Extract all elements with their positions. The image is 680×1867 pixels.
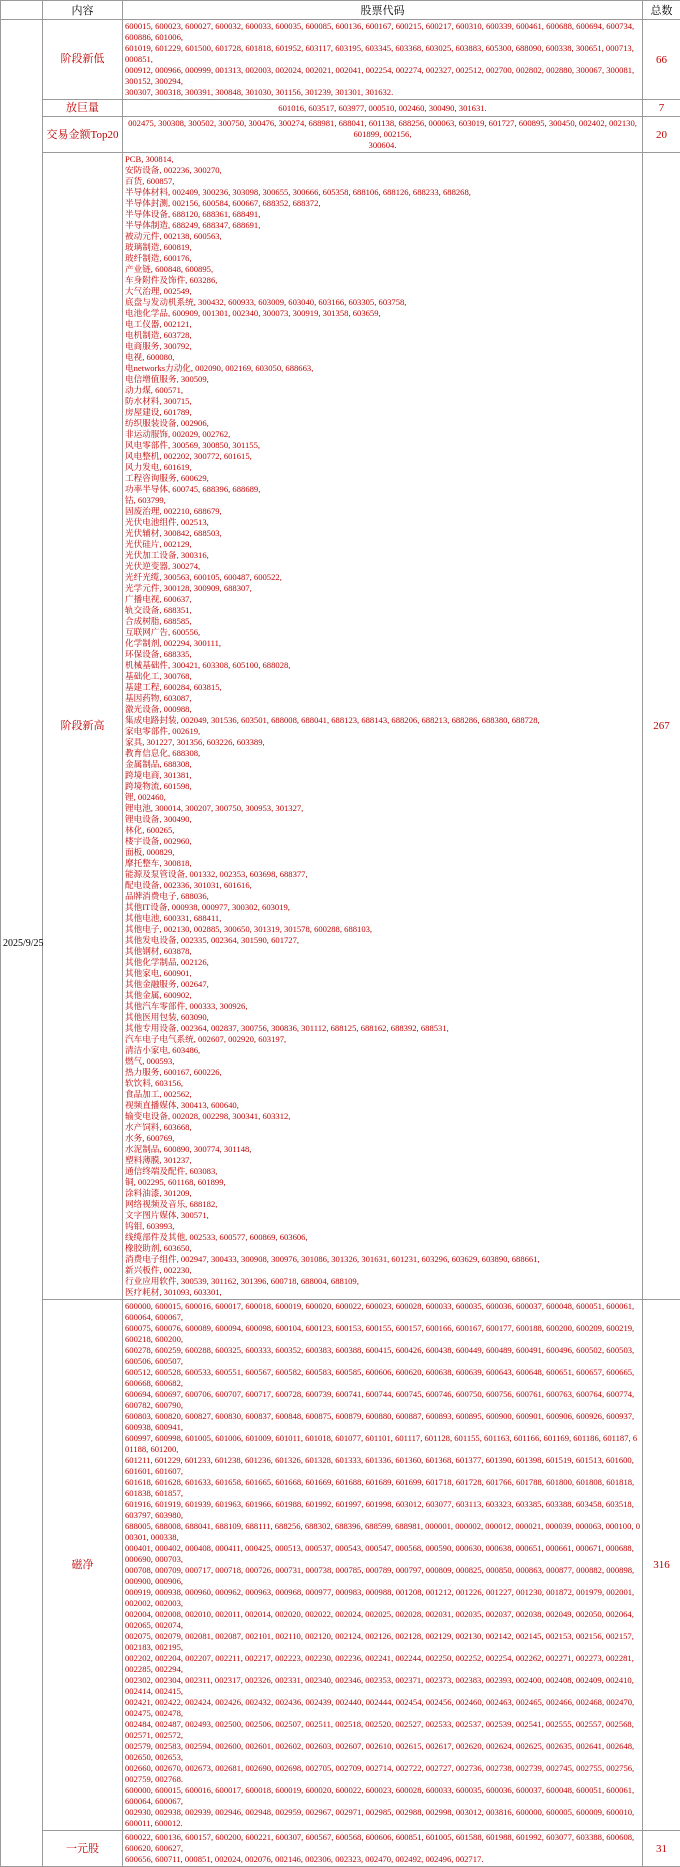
code-line: 钨钼, 603993,: [125, 1221, 640, 1232]
code-line: 其他医用包装, 603090,: [125, 1012, 640, 1023]
code-line: 其他专用设备, 002364, 002837, 300756, 300836, 301112, 688125, 688162, 688392, 688531,: [125, 1023, 640, 1034]
code-line: 其他电子, 002130, 002885, 300650, 301319, 301578, 600288, 688103,: [125, 924, 640, 935]
code-line: 000919, 000938, 000960, 000962, 000963, 000968, 000977, 000983, 000988, 001208, 001212, 001226, 001227, 001230, 001872, 001979, 002001, 002002, 002003,: [125, 1587, 640, 1609]
code-line: 林化, 600265,: [125, 825, 640, 836]
code-line: 其他金属, 600902,: [125, 990, 640, 1001]
code-line: 安防设备, 002236, 300270,: [125, 165, 640, 176]
code-line: 电池化学品, 600909, 001301, 002340, 300073, 300919, 301358, 603659,: [125, 308, 640, 319]
row-total: 316: [643, 1300, 680, 1831]
code-line: 动力煤, 600571,: [125, 385, 640, 396]
code-line: 601618, 601628, 601633, 601658, 601665, 601668, 601669, 601688, 601689, 601699, 601718, 601728, 601766, 601788, 601800, 601808, 601818, 601838, 601857,: [125, 1477, 640, 1499]
code-line: 工程咨询服务, 600629,: [125, 473, 640, 484]
code-line: 医疗耗材, 301093, 603301,: [125, 1287, 640, 1298]
code-line: 600278, 600259, 600288, 600325, 600333, 600352, 600383, 600388, 600415, 600426, 600438, 600449, 600489, 600491, 600496, 600502, 600503, 600506, 600507,: [125, 1345, 640, 1367]
code-line: 风力发电, 601619,: [125, 462, 640, 473]
table-body: [1, 20, 680, 1867]
table-header-row: [1, 1, 680, 20]
code-line: 固废治理, 002210, 688679,: [125, 506, 640, 517]
date-cell: 2025/9/25: [1, 20, 43, 1867]
code-line: 涂料油漆, 301209,: [125, 1188, 640, 1199]
table-header: [1, 1, 680, 20]
code-line: 功率半导体, 600745, 688396, 688689,: [125, 484, 640, 495]
code-line: 600000, 600015, 600016, 600017, 600018, 600019, 600020, 600022, 600023, 600028, 600033, 600035, 600036, 600037, 600048, 600051, 600061, 600064, 600067,: [125, 1785, 640, 1807]
code-line: 品牌消费电子, 688036,: [125, 891, 640, 902]
code-line: 电networks力动化, 002090, 002169, 603050, 688663,: [125, 363, 640, 374]
code-line: 000708, 000709, 000717, 000718, 000726, 000731, 000738, 000785, 000789, 000797, 000809, 000825, 000850, 000863, 000877, 000882, 000898, 000900, 000906,: [125, 1565, 640, 1587]
code-line: 601019, 601229, 601500, 601728, 601818, 601952, 603117, 603195, 603345, 603368, 603025, 603883, 605300, 688090, 600338, 300651, 000713, 000851,: [125, 43, 640, 65]
codes-cell: [123, 153, 643, 1300]
code-line: 其他化学制品, 002126,: [125, 957, 640, 968]
code-line: 300307, 300318, 300391, 300848, 301030, 301156, 301239, 301301, 301632.: [125, 87, 640, 98]
code-line: 跨境电商, 301381,: [125, 770, 640, 781]
code-line: 行业应用软件, 300539, 301162, 301396, 600718, 688004, 688109,: [125, 1276, 640, 1287]
code-line: 集成电路封装, 002049, 301536, 603501, 688008, 688041, 688123, 688143, 688206, 688213, 688286, 688380, 688728,: [125, 715, 640, 726]
row-label: 阶段新高: [43, 153, 123, 1300]
codes-cell: [123, 1300, 643, 1831]
code-line: 光伏加工设备, 300316,: [125, 550, 640, 561]
code-line: 风电整机, 002202, 300772, 601615,: [125, 451, 640, 462]
code-line: 光伏辅材, 300842, 688503,: [125, 528, 640, 539]
table-row: [1, 20, 680, 100]
code-line: 面板, 000829,: [125, 847, 640, 858]
code-line: 车身附件及饰件, 603286,: [125, 275, 640, 286]
code-line: 橡胶助剂, 603650,: [125, 1243, 640, 1254]
code-line: PCB, 300814,: [125, 154, 640, 165]
code-line: 600512, 600528, 600533, 600551, 600567, 600582, 600583, 600585, 600606, 600620, 600638, 600639, 600643, 600648, 600651, 600657, 600665, 600668, 600682,: [125, 1367, 640, 1389]
code-line: 家具, 301227, 301356, 603226, 603389,: [125, 737, 640, 748]
code-line: 非运动服饰, 002029, 002762,: [125, 429, 640, 440]
header-total: 总数: [643, 1, 680, 20]
code-line: 金属制品, 688308,: [125, 759, 640, 770]
code-line: 软饮料, 603156,: [125, 1078, 640, 1089]
code-line: 线缆部件及其他, 002533, 600577, 600869, 603606,: [125, 1232, 640, 1243]
codes-cell: [123, 1831, 643, 1867]
code-line: 600022, 600136, 600157, 600200, 600221, 600307, 600567, 600568, 600606, 600851, 601005, 601588, 601988, 601992, 603077, 603388, 600608, 600620, 600627,: [125, 1832, 640, 1854]
row-total: 20: [643, 117, 680, 153]
code-line: 光纤光缆, 300563, 600105, 600487, 600522,: [125, 572, 640, 583]
code-line: 002660, 002670, 002673, 002681, 002690, 002698, 002705, 002709, 002714, 002722, 002727, 002736, 002738, 002739, 002745, 002755, 002756, 002759, 002768.: [125, 1763, 640, 1785]
code-line: 百货, 600857,: [125, 176, 640, 187]
code-line: 能源及泵管设备, 001332, 002353, 603698, 688377,: [125, 869, 640, 880]
codes-cell: [123, 20, 643, 100]
code-line: 002475, 300308, 300502, 300750, 300476, 300274, 688981, 688041, 601138, 688256, 000063, 603019, 601727, 600895, 300450, 002402, 002130, 601899, 002156,: [125, 118, 640, 140]
code-line: 跨境物流, 601598,: [125, 781, 640, 792]
code-line: 铜, 002295, 601168, 601899,: [125, 1177, 640, 1188]
row-label: 一元股: [43, 1831, 123, 1867]
code-line: 其他家电, 600901,: [125, 968, 640, 979]
header-date: [1, 1, 43, 20]
code-line: 纺织服装设备, 002906,: [125, 418, 640, 429]
code-line: 汽车电子电气系统, 002607, 002920, 603197,: [125, 1034, 640, 1045]
code-line: 玻璃制造, 600819,: [125, 242, 640, 253]
code-line: 600803, 600820, 600827, 600830, 600837, 600848, 600875, 600879, 600880, 600887, 600893, 600895, 600900, 600901, 600906, 600926, 600937, 600938, 600941,: [125, 1411, 640, 1433]
row-label: 放巨量: [43, 100, 123, 117]
code-line: 水产饲料, 603668,: [125, 1122, 640, 1133]
code-line: 其他电池, 600331, 688411,: [125, 913, 640, 924]
code-line: 光学元件, 300128, 300909, 688307,: [125, 583, 640, 594]
code-line: 轨交设备, 688351,: [125, 605, 640, 616]
code-line: 摩托整车, 300818,: [125, 858, 640, 869]
code-line: 600656, 600711, 000851, 002024, 002076, 002146, 002306, 002323, 002470, 002492, 002496, 002717.: [125, 1854, 640, 1865]
code-line: 清洁小家电, 603486,: [125, 1045, 640, 1056]
row-total: 7: [643, 100, 680, 117]
code-line: 防水材料, 300715,: [125, 396, 640, 407]
code-line: 600997, 600998, 601005, 601006, 601009, 601011, 601018, 601077, 601101, 601117, 601128, 601155, 601163, 601166, 601169, 601186, 601187, 601188, 601200,: [125, 1433, 640, 1455]
code-line: 被动元件, 002138, 600563,: [125, 231, 640, 242]
code-line: 基础化工, 300768,: [125, 671, 640, 682]
code-line: 601211, 601229, 601233, 601238, 601236, 601326, 601328, 601333, 601336, 601360, 601368, 601377, 601390, 601398, 601519, 601513, 601600, 601601, 601607,: [125, 1455, 640, 1477]
code-line: 教育信息化, 688308,: [125, 748, 640, 759]
code-line: 002004, 002008, 002010, 002011, 002014, 002020, 002022, 002024, 002025, 002028, 002031, 002035, 002037, 002038, 002049, 002050, 002064, 002065, 002074,: [125, 1609, 640, 1631]
header-codes: 股票代码: [123, 1, 643, 20]
code-line: 电工仪器, 002121,: [125, 319, 640, 330]
code-line: 600694, 600697, 600706, 600707, 600717, 600728, 600739, 600741, 600744, 600745, 600746, 600750, 600756, 600761, 600763, 600764, 600774, 600782, 600790,: [125, 1389, 640, 1411]
row-label: 磁净: [43, 1300, 123, 1831]
code-line: 楼宇设备, 002960,: [125, 836, 640, 847]
codes-cell: [123, 117, 643, 153]
code-line: 600000, 600015, 600016, 600017, 600018, 600019, 600020, 600022, 600023, 600028, 600033, 600035, 600036, 600037, 600048, 600051, 600061, 600064, 600067,: [125, 1301, 640, 1323]
code-line: 基因药物, 603087,: [125, 693, 640, 704]
code-line: 钴, 603799,: [125, 495, 640, 506]
code-line: 环保设备, 688335,: [125, 649, 640, 660]
code-line: 燃气, 000593,: [125, 1056, 640, 1067]
table-row: [1, 117, 680, 153]
code-line: 锂电池, 300014, 300207, 300750, 300953, 301327,: [125, 803, 640, 814]
code-line: 通信终端及配件, 603083,: [125, 1166, 640, 1177]
code-line: 688005, 688008, 688041, 688109, 688111, 688256, 688302, 688396, 688599, 688981, 000001, 000002, 000012, 000021, 000039, 000063, 000100, 000301, 000338,: [125, 1521, 640, 1543]
code-line: 600015, 600023, 600027, 600032, 600033, 600035, 600085, 600136, 600167, 600215, 600217, 600310, 600339, 600461, 600688, 600694, 600734, 600886, 601006,: [125, 21, 640, 43]
row-label: 阶段新低: [43, 20, 123, 100]
code-line: 视频直播媒体, 300413, 600640,: [125, 1100, 640, 1111]
table-row: [1, 153, 680, 1300]
code-line: 锂电设备, 300490,: [125, 814, 640, 825]
code-line: 601916, 601919, 601939, 601963, 601966, 601988, 601992, 601997, 601998, 603012, 603077, 603113, 603323, 603385, 603388, 603458, 603518, 603797, 603980,: [125, 1499, 640, 1521]
code-line: 000912, 000966, 000999, 001313, 002003, 002024, 002021, 002041, 002254, 002274, 002327, 002512, 002700, 002802, 002880, 300067, 300081, 300152, 300294,: [125, 65, 640, 87]
code-line: 000401, 000402, 000408, 000411, 000425, 000513, 000537, 000543, 000547, 000568, 000590, 000630, 000638, 000651, 000661, 000671, 000688, 000690, 000703,: [125, 1543, 640, 1565]
code-line: 002075, 002079, 002081, 002087, 002101, 002110, 002120, 002124, 002126, 002128, 002129, 002130, 002142, 002145, 002153, 002156, 002157, 002183, 002195,: [125, 1631, 640, 1653]
code-line: 其他IT设备, 000938, 000977, 300302, 603019,: [125, 902, 640, 913]
table-row: [1, 1831, 680, 1867]
code-line: 玻纤制造, 600176,: [125, 253, 640, 264]
code-line: 光伏逆变器, 300274,: [125, 561, 640, 572]
row-label: 交易金额Top20: [43, 117, 123, 153]
code-line: 其他发电设备, 002335, 002364, 301590, 601727,: [125, 935, 640, 946]
code-line: 半导体封测, 002156, 600584, 600667, 688352, 688372,: [125, 198, 640, 209]
code-line: 消费电子组件, 002947, 300433, 300908, 300976, 301086, 301326, 301631, 601231, 603296, 603629, 603890, 688661,: [125, 1254, 640, 1265]
code-line: 水泥制品, 600890, 300774, 301148,: [125, 1144, 640, 1155]
code-line: 其他汽车零部件, 000333, 300926,: [125, 1001, 640, 1012]
code-line: 底盘与发动机系统, 300432, 600933, 603009, 603040, 603166, 603305, 603758,: [125, 297, 640, 308]
code-line: 互联网广告, 600556,: [125, 627, 640, 638]
code-line: 光伏电池组件, 002513,: [125, 517, 640, 528]
code-line: 水务, 600769,: [125, 1133, 640, 1144]
code-line: 化学制剂, 002294, 300111,: [125, 638, 640, 649]
code-line: 300604.: [125, 140, 640, 151]
row-total: 66: [643, 20, 680, 100]
code-line: 合成树脂, 688585,: [125, 616, 640, 627]
code-line: 600075, 600076, 600089, 600094, 600098, 600104, 600123, 600153, 600155, 600157, 600166, 600167, 600177, 600188, 600200, 600209, 600219, 600218, 600200,: [125, 1323, 640, 1345]
code-line: 广播电视, 600637,: [125, 594, 640, 605]
code-line: 输变电设备, 002028, 002298, 300341, 603312,: [125, 1111, 640, 1122]
code-line: 大气治理, 002549,: [125, 286, 640, 297]
row-total: 267: [643, 153, 680, 1300]
code-line: 电视, 600080,: [125, 352, 640, 363]
code-line: 产业链, 600848, 600895,: [125, 264, 640, 275]
code-line: 基建工程, 600284, 603815,: [125, 682, 640, 693]
code-line: 002302, 002304, 002311, 002317, 002326, 002331, 002340, 002346, 002353, 002371, 002373, 002383, 002393, 002400, 002408, 002409, 002410, 002414, 002415,: [125, 1675, 640, 1697]
code-line: 002484, 002487, 002493, 002500, 002506, 002507, 002511, 002518, 002520, 002527, 002533, 002537, 002539, 002541, 002555, 002557, 002568, 002571, 002572,: [125, 1719, 640, 1741]
code-line: 文字图片媒体, 300571,: [125, 1210, 640, 1221]
table-row: [1, 100, 680, 117]
codes-cell: [123, 100, 643, 117]
code-line: 电商服务, 300792,: [125, 341, 640, 352]
code-line: 食品加工, 002562,: [125, 1089, 640, 1100]
code-line: 光伏硅片, 002129,: [125, 539, 640, 550]
code-line: 半导体设备, 688120, 688361, 688491,: [125, 209, 640, 220]
code-line: 房屋建设, 601789,: [125, 407, 640, 418]
code-line: 半导体材料, 002409, 300236, 303098, 300655, 300666, 605358, 688106, 688126, 688233, 688268,: [125, 187, 640, 198]
code-line: 601016, 603517, 603977, 000510, 002460, 300490, 301631.: [125, 103, 640, 114]
code-line: 配电设备, 002336, 301031, 601616,: [125, 880, 640, 891]
code-line: 风电零部件, 300569, 300850, 301155,: [125, 440, 640, 451]
code-line: 电机制造, 603728,: [125, 330, 640, 341]
code-line: 激光设备, 000988,: [125, 704, 640, 715]
header-content: 内容: [43, 1, 123, 20]
code-line: 塑料薄膜, 301237,: [125, 1155, 640, 1166]
table-row: [1, 1300, 680, 1831]
code-line: 网络视频及音乐, 688182,: [125, 1199, 640, 1210]
code-line: 热力服务, 600167, 600226,: [125, 1067, 640, 1078]
code-line: 新兴板件, 002230,: [125, 1265, 640, 1276]
code-line: 002202, 002204, 002207, 002211, 002217, 002223, 002230, 002236, 002241, 002244, 002250, 002252, 002254, 002262, 002271, 002273, 002281, 002285, 002294,: [125, 1653, 640, 1675]
code-line: 半导体制造, 688249, 688347, 688691,: [125, 220, 640, 231]
code-line: 002421, 002422, 002424, 002426, 002432, 002436, 002439, 002440, 002444, 002454, 002456, 002460, 002463, 002465, 002466, 002468, 002470, 002475, 002478,: [125, 1697, 640, 1719]
code-line: 锂, 002460,: [125, 792, 640, 803]
code-line: 机械基础件, 300421, 603308, 605100, 688028,: [125, 660, 640, 671]
code-line: 电信增值服务, 300509,: [125, 374, 640, 385]
code-line: 002930, 002938, 002939, 002946, 002948, 002959, 002967, 002971, 002985, 002988, 002998, 003012, 003816, 600000, 600005, 600009, 600010, 600011, 600012.: [125, 1807, 640, 1829]
code-line: 其他钢材, 603878,: [125, 946, 640, 957]
code-line: 家电零部件, 002619,: [125, 726, 640, 737]
code-line: 002579, 002583, 002594, 002600, 002601, 002602, 002603, 002607, 002610, 002615, 002617, 002620, 002624, 002625, 002635, 002641, 002648, 002650, 002653,: [125, 1741, 640, 1763]
row-total: 31: [643, 1831, 680, 1867]
code-line: 其他金融服务, 002647,: [125, 979, 640, 990]
